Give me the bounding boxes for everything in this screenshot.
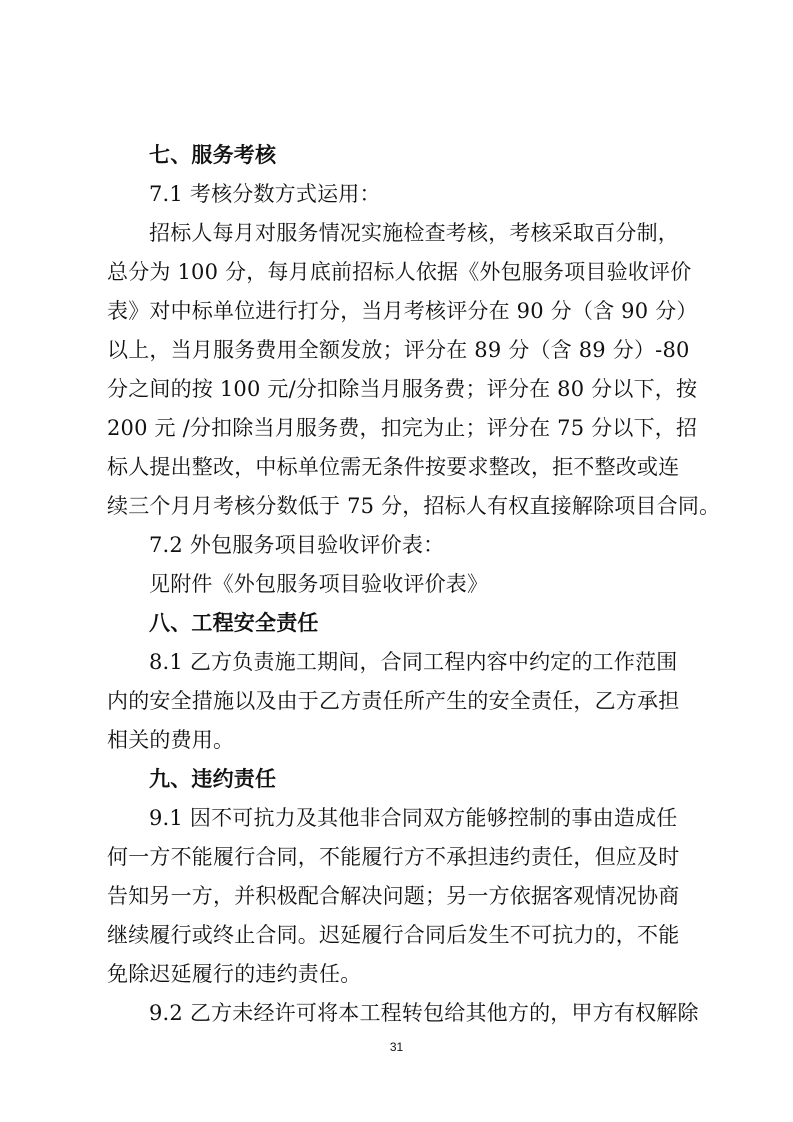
paragraph-line: 继续履行或终止合同。迟延履行合同后发生不可抗力的，不能: [107, 923, 680, 947]
section-heading-service-assessment: 七、服务考核: [149, 143, 277, 167]
paragraph-line: 相关的费用。: [107, 728, 235, 752]
paragraph-line: 续三个月月考核分数低于 75 分，招标人有权直接解除项目合同。: [107, 494, 721, 518]
paragraph-line: 分之间的按 100 元/分扣除当月服务费；评分在 80 分以下，按: [107, 377, 698, 401]
document-body: [107, 136, 721, 1033]
section-heading-breach-liability: 九、违约责任: [149, 767, 277, 791]
paragraph-line: 见附件《外包服务项目验收评价表》: [149, 572, 489, 596]
subsection-title-7-2: 7.2 外包服务项目验收评价表：: [149, 533, 445, 557]
paragraph-line: 9.2 乙方未经许可将本工程转包给其他方的，甲方有权解除: [149, 1001, 699, 1025]
paragraph-line: 表》对中标单位进行打分，当月考核评分在 90 分（含 90 分）: [107, 299, 698, 323]
section-heading-safety-responsibility: 八、工程安全责任: [149, 611, 319, 635]
paragraph-line: 何一方不能履行合同，不能履行方不承担违约责任，但应及时: [107, 845, 680, 869]
paragraph-line: 8.1 乙方负责施工期间，合同工程内容中约定的工作范围: [149, 650, 678, 674]
paragraph-line: 标人提出整改，中标单位需无条件按要求整改，拒不整改或连: [107, 455, 680, 479]
paragraph-line: 内的安全措施以及由于乙方责任所产生的安全责任，乙方承担: [107, 689, 680, 713]
paragraph-line: 以上，当月服务费用全额发放；评分在 89 分（含 89 分）-80: [107, 338, 690, 362]
paragraph-line: 告知另一方，并积极配合解决问题；另一方依据客观情况协商: [107, 884, 680, 908]
page-number: 31: [389, 1040, 404, 1054]
paragraph-line: 免除迟延履行的违约责任。: [107, 962, 362, 986]
subsection-title-7-1: 7.1 考核分数方式运用：: [149, 182, 381, 206]
paragraph-line: 总分为 100 分，每月底前招标人依据《外包服务项目验收评价: [107, 260, 692, 284]
paragraph-line: 9.1 因不可抗力及其他非合同双方能够控制的事由造成任: [149, 806, 678, 830]
paragraph-line: 招标人每月对服务情况实施检查考核，考核采取百分制，: [149, 221, 679, 245]
paragraph-line: 200 元 /分扣除当月服务费，扣完为止；评分在 75 分以下，招: [107, 416, 698, 440]
